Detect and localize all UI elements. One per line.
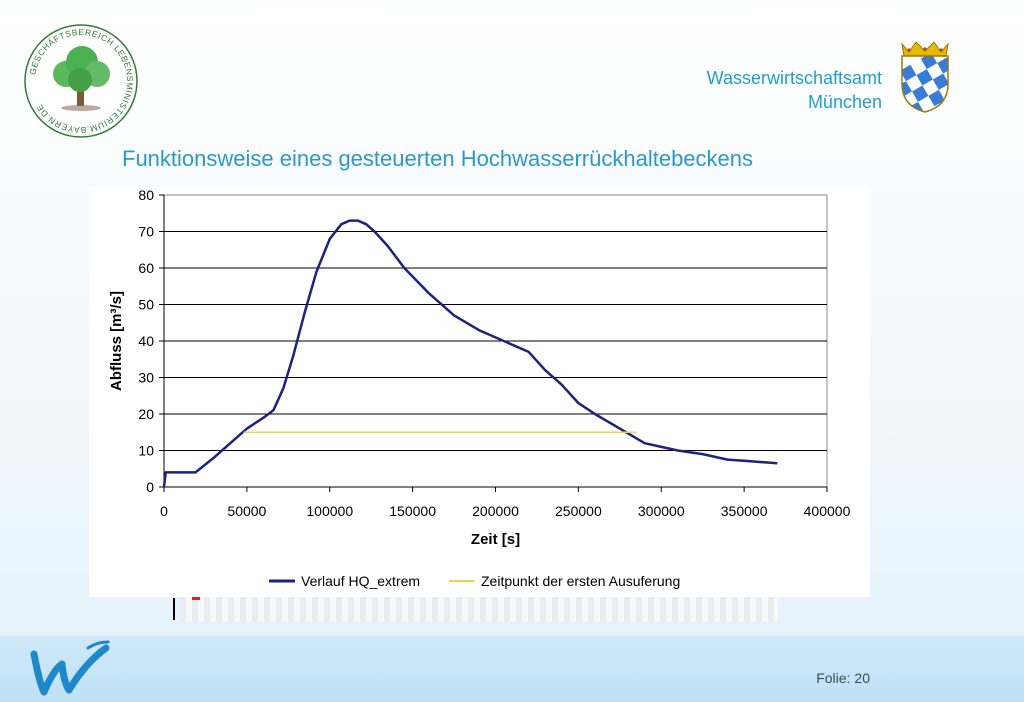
- x-tick-label: 350000: [720, 503, 768, 519]
- legend-label: Zeitpunkt der ersten Ausuferung: [481, 573, 681, 589]
- y-axis-title: Abfluss [m³/s]: [108, 290, 125, 392]
- office-line-2: München: [807, 92, 882, 112]
- slide-number: [812, 670, 870, 686]
- x-tick-label: 150000: [389, 503, 436, 519]
- background-marker-line: [173, 598, 175, 620]
- chart-panel: [89, 187, 870, 597]
- x-tick-label: 300000: [637, 503, 685, 519]
- y-tick-label: 10: [138, 442, 154, 459]
- x-tick-label: 200000: [472, 503, 519, 519]
- y-tick-label: 30: [138, 369, 154, 386]
- folio-label: Folie:: [816, 670, 851, 686]
- y-tick-label: 80: [138, 187, 154, 203]
- office-line-1: Wasserwirtschaftsamt: [706, 68, 882, 88]
- x-tick-label: 0: [160, 503, 168, 519]
- y-tick-label: 60: [138, 260, 154, 276]
- slide-title: Funktionsweise eines gesteuerten Hochwasserrückhaltebeckens: [122, 146, 754, 171]
- x-tick-label: 400000: [803, 503, 851, 519]
- wave-w-logo-icon: [28, 638, 112, 698]
- x-tick-label: 100000: [306, 503, 354, 519]
- seal-text: GESCHÄFTSBEREICH LEBENSMINISTERIUM.BAYERN.DE: [27, 26, 136, 136]
- x-tick-label: 50000: [227, 503, 267, 519]
- tree-seal-icon: [22, 22, 140, 140]
- y-tick-label: 70: [138, 223, 154, 240]
- y-tick-label: 40: [138, 333, 154, 349]
- x-tick-label: 250000: [555, 503, 602, 519]
- footer-band: [0, 636, 1024, 702]
- x-axis-title: Zeit [s]: [470, 531, 521, 548]
- folio-number: 20: [854, 670, 870, 686]
- y-tick-label: 50: [138, 296, 154, 313]
- legend-label: Verlauf HQ_extrem: [301, 573, 421, 589]
- bavarian-crest-icon: [896, 38, 954, 114]
- y-tick-label: 20: [138, 406, 154, 422]
- office-name: [707, 66, 882, 114]
- y-tick-label: 0: [146, 479, 154, 495]
- discharge-chart: [89, 187, 870, 597]
